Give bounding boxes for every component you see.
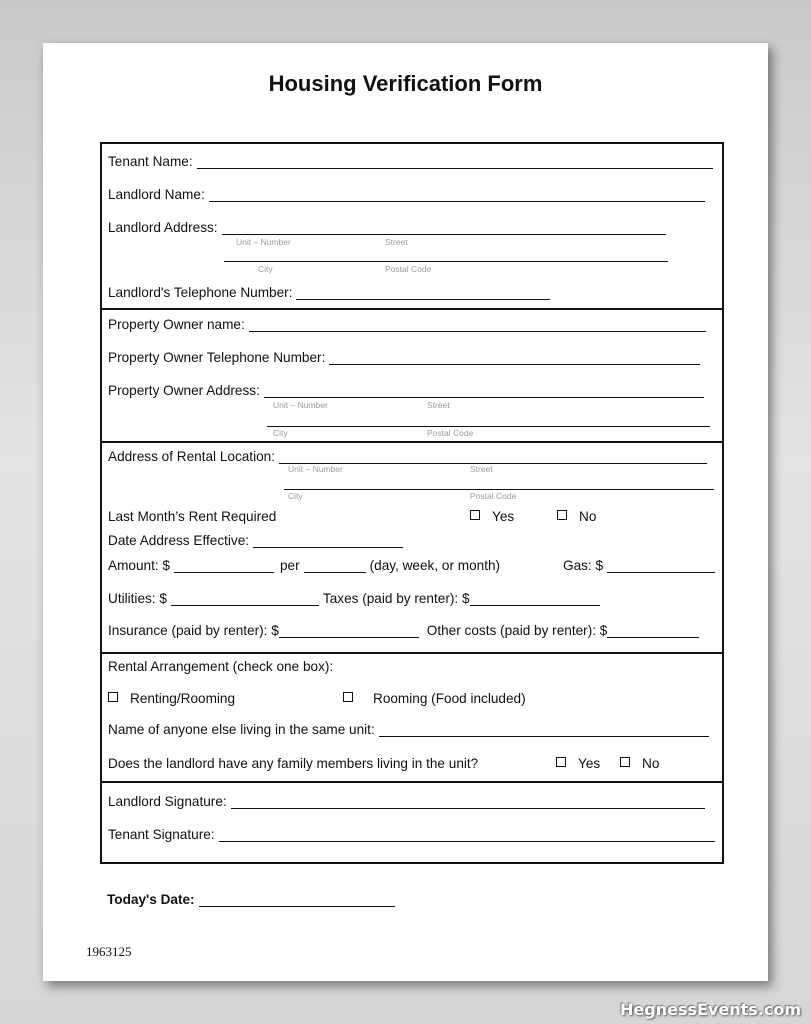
postal-code-caption: Postal Code bbox=[385, 264, 432, 274]
tenant-signature-label: Tenant Signature: bbox=[108, 827, 215, 842]
tenant-name-row bbox=[108, 154, 713, 169]
other-costs-label: Other costs (paid by renter): $ bbox=[426, 623, 608, 638]
rooming-food-option[interactable] bbox=[343, 691, 526, 706]
landlord-phone-row bbox=[108, 285, 550, 300]
landlord-signature-label: Landlord Signature: bbox=[108, 794, 227, 809]
form-title: Housing Verification Form bbox=[268, 71, 543, 96]
landlord-name-row bbox=[108, 187, 705, 202]
last-month-no-option[interactable] bbox=[557, 509, 596, 524]
checkbox-icon[interactable] bbox=[343, 692, 353, 702]
postal-code-caption: Postal Code bbox=[427, 428, 474, 438]
street-caption: Street bbox=[385, 237, 408, 247]
landlord-address-line1[interactable] bbox=[222, 222, 666, 235]
checkbox-icon[interactable] bbox=[557, 510, 567, 520]
tenant-signature-row bbox=[108, 827, 715, 842]
owner-name-row bbox=[108, 317, 706, 332]
family-yes-option[interactable] bbox=[556, 756, 600, 771]
landlord-address-label: Landlord Address: bbox=[108, 220, 218, 235]
taxes-label: Taxes (paid by renter): $ bbox=[322, 591, 470, 606]
owner-address-line1[interactable] bbox=[264, 385, 704, 398]
city-caption: City bbox=[288, 491, 303, 501]
owner-address-row bbox=[108, 383, 704, 398]
other-costs-field[interactable] bbox=[607, 625, 699, 638]
todays-date-label: Today's Date: bbox=[107, 892, 195, 907]
form-sheet bbox=[43, 43, 768, 981]
section-landlord bbox=[102, 144, 722, 310]
owner-phone-field[interactable] bbox=[329, 352, 700, 365]
per-label: per bbox=[279, 558, 300, 573]
owner-address-label: Property Owner Address: bbox=[108, 383, 260, 398]
amount-row bbox=[108, 558, 500, 573]
section-rental bbox=[102, 441, 722, 654]
per-field[interactable] bbox=[304, 560, 366, 573]
gas-label: Gas: $ bbox=[563, 558, 604, 573]
owner-name-field[interactable] bbox=[249, 319, 706, 332]
anyone-else-label: Name of anyone else living in the same unit: bbox=[108, 722, 375, 737]
family-no-option[interactable] bbox=[620, 756, 659, 771]
city-caption: City bbox=[273, 428, 288, 438]
city-caption: City bbox=[258, 264, 273, 274]
utilities-label: Utilities: $ bbox=[108, 591, 167, 606]
gas-row bbox=[563, 558, 715, 573]
checkbox-icon[interactable] bbox=[620, 757, 630, 767]
owner-address-line2[interactable] bbox=[267, 426, 710, 427]
street-caption: Street bbox=[470, 464, 493, 474]
landlord-address-line2[interactable] bbox=[224, 261, 668, 262]
tenant-name-label: Tenant Name: bbox=[108, 154, 193, 169]
insurance-row bbox=[108, 623, 699, 638]
form-box bbox=[100, 142, 724, 864]
rental-address-line2[interactable] bbox=[284, 489, 714, 490]
anyone-else-field[interactable] bbox=[379, 724, 709, 737]
document-id: 1963125 bbox=[86, 944, 132, 959]
landlord-phone-field[interactable] bbox=[296, 287, 550, 300]
street-caption: Street bbox=[427, 400, 450, 410]
tenant-name-field[interactable] bbox=[197, 156, 713, 169]
landlord-phone-label: Landlord's Telephone Number: bbox=[108, 285, 293, 300]
checkbox-icon[interactable] bbox=[470, 510, 480, 520]
renting-label: Renting/Rooming bbox=[130, 691, 236, 706]
amount-field[interactable] bbox=[174, 560, 274, 573]
utilities-row bbox=[108, 591, 600, 606]
unit-number-caption: Unit – Number bbox=[288, 464, 343, 474]
section-owner bbox=[102, 308, 722, 443]
todays-date-row bbox=[107, 892, 395, 907]
checkbox-icon[interactable] bbox=[108, 692, 118, 702]
owner-name-label: Property Owner name: bbox=[108, 317, 245, 332]
landlord-signature-field[interactable] bbox=[231, 796, 705, 809]
insurance-field[interactable] bbox=[279, 625, 419, 638]
date-effective-label: Date Address Effective: bbox=[108, 533, 250, 548]
anyone-else-row bbox=[108, 722, 709, 737]
rooming-food-label: Rooming (Food included) bbox=[373, 691, 526, 706]
gas-field[interactable] bbox=[607, 560, 715, 573]
owner-phone-label: Property Owner Telephone Number: bbox=[108, 350, 326, 365]
landlord-name-field[interactable] bbox=[209, 189, 705, 202]
insurance-label: Insurance (paid by renter): $ bbox=[108, 623, 279, 638]
yes-label: Yes bbox=[492, 509, 515, 524]
landlord-signature-row bbox=[108, 794, 705, 809]
arrangement-label: Rental Arrangement (check one box): bbox=[108, 659, 334, 674]
landlord-name-label: Landlord Name: bbox=[108, 187, 205, 202]
renting-option[interactable] bbox=[108, 691, 235, 706]
date-effective-field[interactable] bbox=[253, 535, 403, 548]
landlord-address-row bbox=[108, 220, 666, 235]
section-signatures bbox=[102, 781, 722, 864]
taxes-field[interactable] bbox=[470, 593, 600, 606]
yes-label: Yes bbox=[578, 756, 601, 771]
date-effective-row bbox=[108, 533, 403, 548]
amount-label: Amount: $ bbox=[108, 558, 170, 573]
no-label: No bbox=[579, 509, 597, 524]
last-month-rent-label: Last Month’s Rent Required bbox=[108, 509, 277, 524]
watermark: HegnessEvents.com bbox=[620, 1000, 801, 1019]
todays-date-field[interactable] bbox=[199, 894, 395, 907]
checkbox-icon[interactable] bbox=[556, 757, 566, 767]
section-arrangement bbox=[102, 652, 722, 783]
family-question-label: Does the landlord have any family members living in the unit? bbox=[108, 756, 479, 771]
tenant-signature-field[interactable] bbox=[219, 829, 715, 842]
rental-address-row bbox=[108, 449, 707, 464]
rental-address-line1[interactable] bbox=[279, 451, 707, 464]
unit-number-caption: Unit – Number bbox=[273, 400, 328, 410]
rental-address-label: Address of Rental Location: bbox=[108, 449, 276, 464]
postal-code-caption: Postal Code bbox=[470, 491, 517, 501]
period-label: (day, week, or month) bbox=[369, 558, 501, 573]
no-label: No bbox=[642, 756, 660, 771]
utilities-field[interactable] bbox=[171, 593, 319, 606]
unit-number-caption: Unit – Number bbox=[236, 237, 291, 247]
owner-phone-row bbox=[108, 350, 700, 365]
last-month-yes-option[interactable] bbox=[470, 509, 514, 524]
